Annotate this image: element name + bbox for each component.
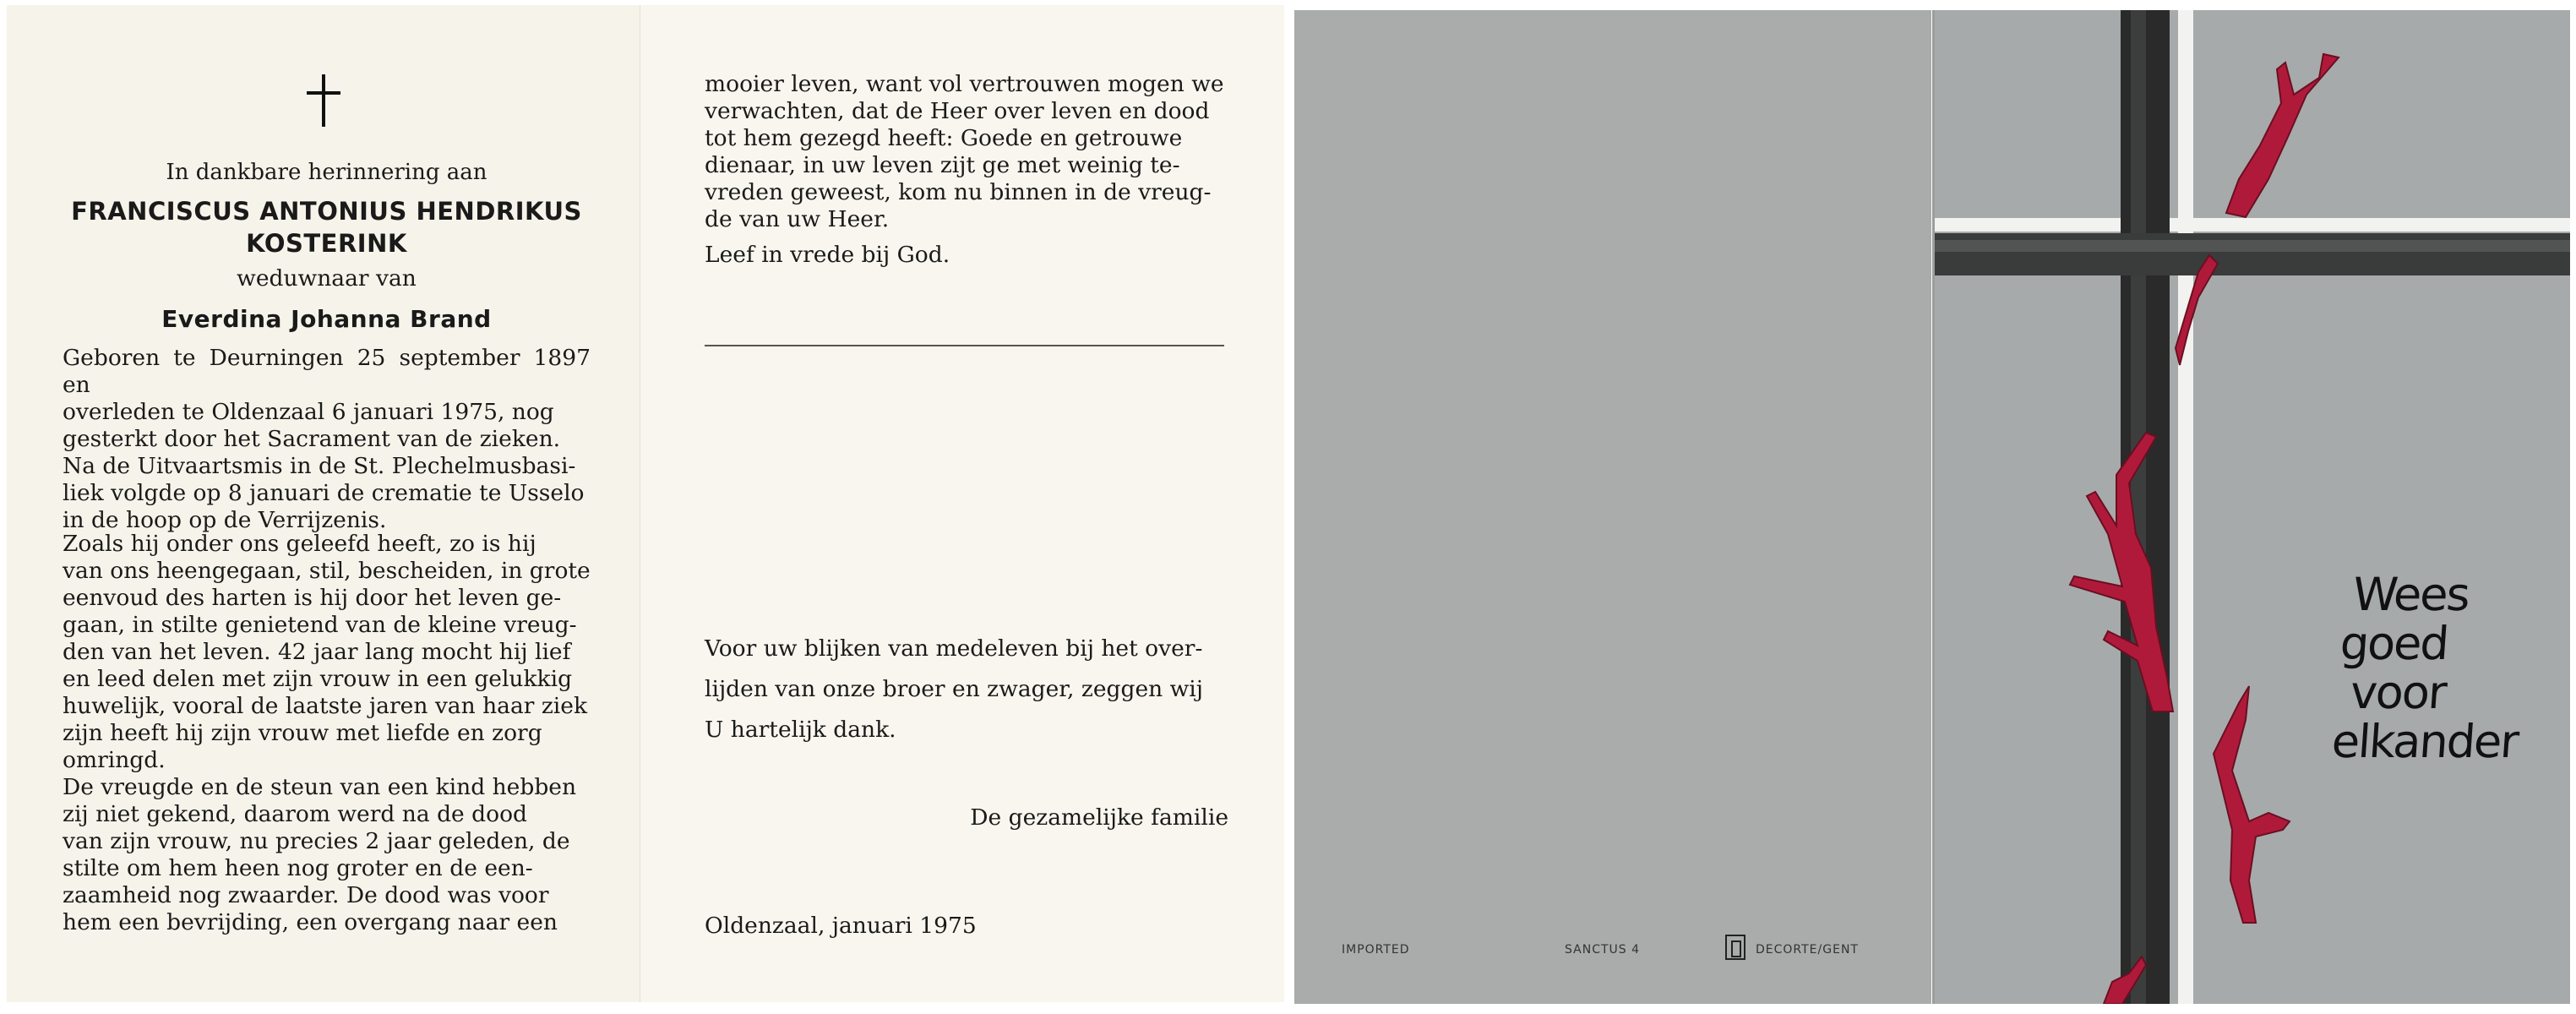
deceased-name-line2: KOSTERINK (246, 229, 407, 258)
publisher-logo-icon (1725, 935, 1745, 960)
intro-text: In dankbare herinnering aan (166, 160, 487, 185)
text-line: eenvoud des harten is hij door het leven ge- (63, 585, 562, 611)
text-line: in de hoop op de Verrijzenis. (63, 507, 387, 533)
series-label: SANCTUS 4 (1565, 943, 1641, 957)
text-line: van zijn vrouw, nu precies 2 jaar geleden, de (63, 828, 570, 854)
publisher-label: DECORTE/GENT (1756, 943, 1859, 957)
continuation-paragraph (705, 71, 1239, 233)
title-line-2: goed (2338, 617, 2450, 670)
text-line: zij niet gekend, daarom werd na de dood (63, 801, 527, 827)
cross-icon (307, 74, 340, 134)
cross-vertical-highlight (2178, 10, 2193, 1004)
text-line: gaan, in stilte genietend van de kleine vreug- (63, 612, 577, 638)
cross-horizontal-beam (1935, 233, 2570, 275)
title-line-3: voor (2348, 666, 2448, 719)
text-line: huwelijk, vooral de laatste jaren van haar ziek (63, 693, 588, 719)
title-line-1: Wees (2350, 568, 2471, 621)
family-signature: De gezamelijke familie (970, 804, 1228, 831)
text-line: en leed delen met zijn vrouw in een gelukkig (63, 666, 573, 692)
imported-label: IMPORTED (1342, 943, 1410, 957)
text-line: zijn heeft hij zijn vrouw met liefde en zorg (63, 720, 542, 746)
text-line: Voor uw blijken van medeleven bij het over- (705, 635, 1203, 662)
text-line: tot hem gezegd heeft: Goede en getrouwe (705, 125, 1183, 151)
spouse-name: Everdina Johanna Brand (161, 305, 492, 333)
text-line: hem een bevrijding, een overgang naar een (63, 909, 558, 935)
text-line: verwachten, dat de Heer over leven en dood (705, 98, 1210, 124)
text-line: zaamheid nog zwaarder. De dood was voor (63, 882, 549, 908)
text-line: vreden geweest, kom nu binnen in de vreug- (705, 179, 1212, 205)
cross-horizontal-highlight (1935, 218, 2570, 232)
closing-blessing: Leef in vrede bij God. (705, 242, 950, 268)
text-line: overleden te Oldenzaal 6 januari 1975, nog (63, 399, 554, 425)
text-line: stilte om hem heen nog groter en de een- (63, 855, 533, 881)
text-line: mooier leven, want vol vertrouwen mogen we (705, 71, 1224, 97)
inside-left-panel (7, 5, 640, 1002)
front-cover-panel (1935, 10, 2570, 1004)
text-line: van ons heengegaan, stil, bescheiden, in grote (63, 558, 591, 584)
text-line: den van het leven. 42 jaar lang mocht hij lief (63, 639, 571, 665)
title-line-4: elkander (2329, 715, 2519, 768)
thanks-paragraph (705, 629, 1239, 750)
memorial-paragraph (63, 531, 591, 936)
text-line: gesterkt door het Sacrament van de zieken. (63, 426, 561, 452)
text-line: lijden van onze broer en zwager, zeggen wij (705, 676, 1204, 702)
biography-paragraph (63, 345, 591, 534)
fold-line (1932, 10, 1935, 1004)
relation-text: weduwnaar van (237, 265, 417, 292)
thorn-branches (2070, 54, 2339, 1004)
text-line: dienaar, in uw leven zijt ge met weinig te- (705, 152, 1180, 178)
text-line: liek volgde op 8 januari de crematie te Usselo (63, 480, 585, 506)
text-line: Geboren te Deurningen 25 september 1897 en (63, 345, 591, 398)
thorn-branch-right (2214, 686, 2290, 923)
cross-with-thorns-illustration (1935, 10, 2570, 1004)
text-line: Na de Uitvaartsmis in de St. Plechelmusbasi- (63, 453, 576, 479)
place-date: Oldenzaal, januari 1975 (705, 913, 977, 939)
text-line: De vreugde en de steun van een kind hebben (63, 774, 577, 800)
text-line: U hartelijk dank. (705, 717, 896, 743)
text-line: Zoals hij onder ons geleefd heeft, zo is hij (63, 531, 536, 557)
back-cover-panel (1294, 10, 1931, 1004)
text-line: de van uw Heer. (705, 206, 890, 232)
deceased-name-line1: FRANCISCUS ANTONIUS HENDRIKUS (71, 197, 582, 226)
thorn-branch-top (2226, 54, 2339, 217)
divider-line (705, 345, 1224, 346)
inside-right-panel (640, 5, 1284, 1002)
text-line: omringd. (63, 747, 166, 773)
